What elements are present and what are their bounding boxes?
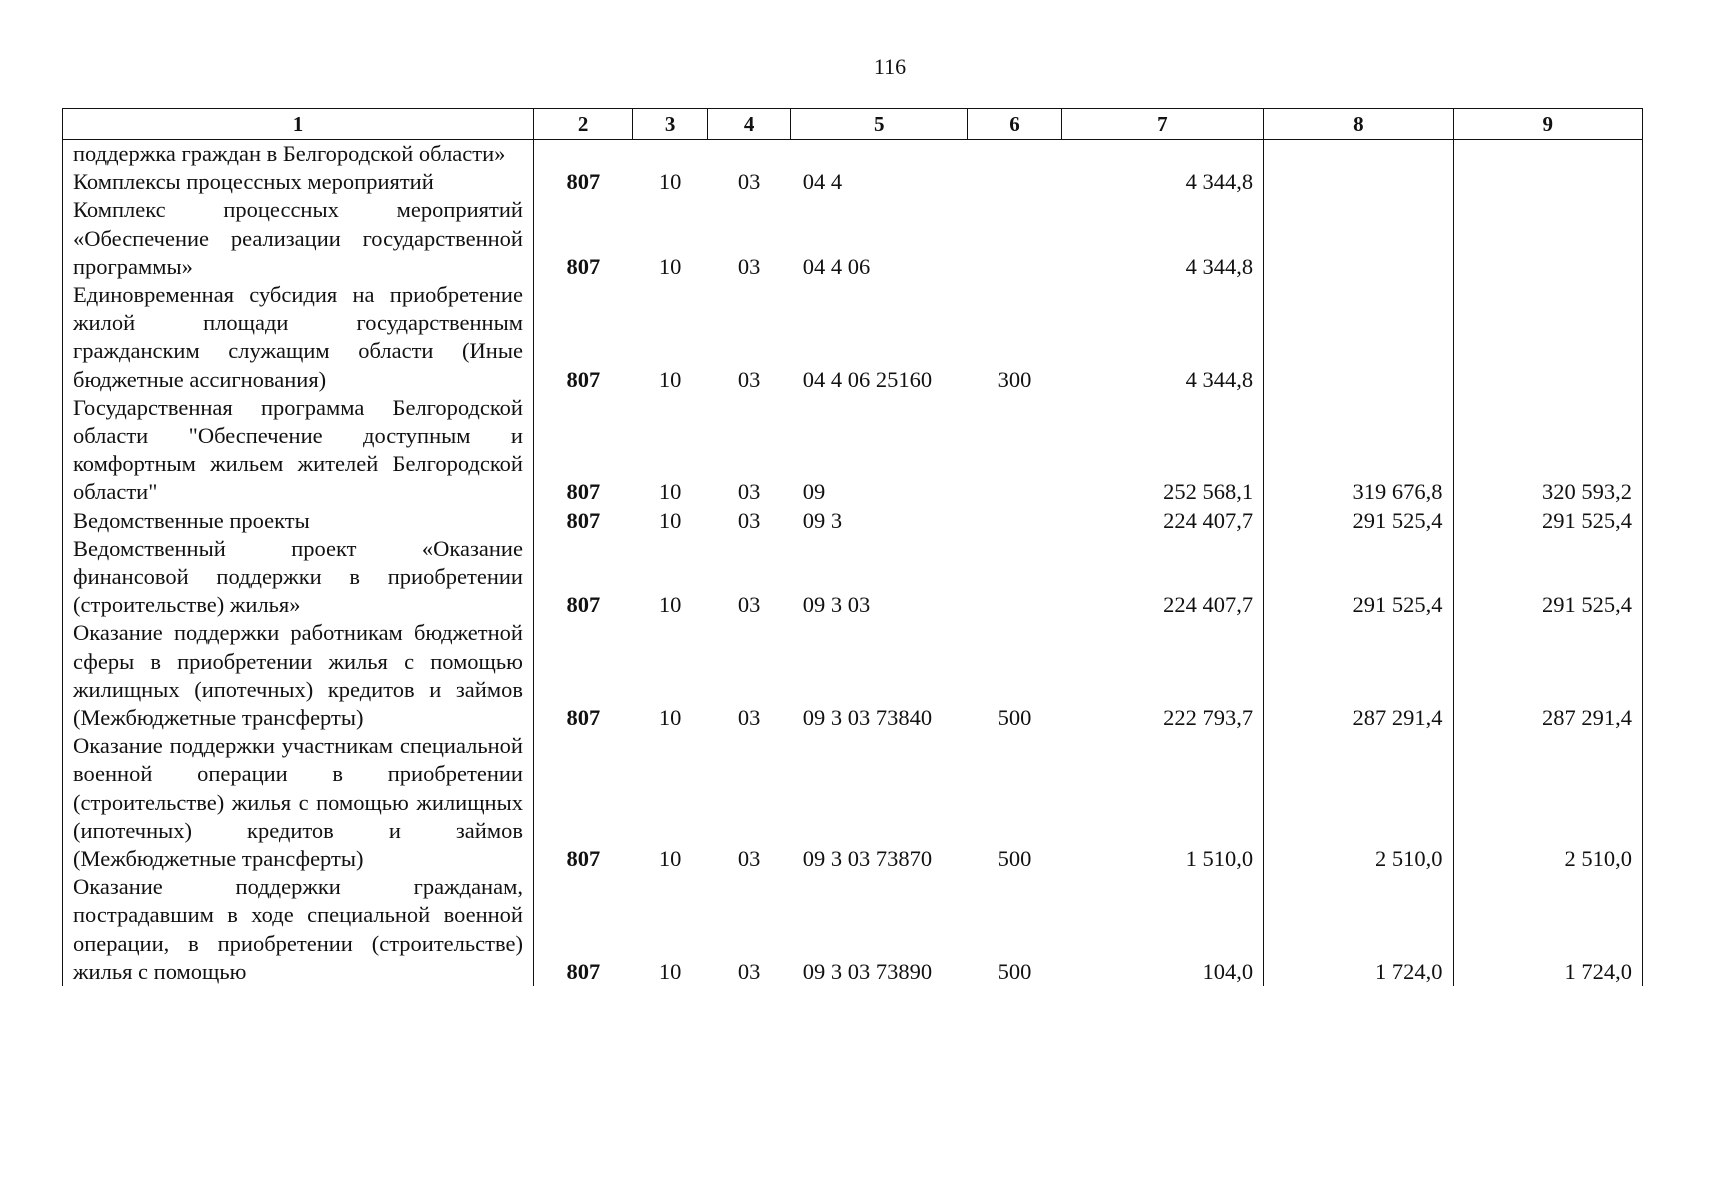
- row-name-cell: Государственная программа Белгородской области "Обеспечение доступным и комфортным жильем жителей Белгородской области": [63, 394, 534, 507]
- section-code-cell: 10: [658, 705, 682, 731]
- table-row: [63, 281, 1643, 394]
- amount-year1-cell: 104,0: [1061, 873, 1264, 986]
- amount-year3-cell: [1453, 281, 1642, 394]
- target-article-cell: 09 3 03 73870: [802, 846, 933, 872]
- amount-year3-cell: 291 525,4: [1453, 535, 1642, 620]
- table-body: [63, 140, 1643, 987]
- column-number-header-row: [63, 109, 1643, 140]
- table-row: [63, 394, 1643, 507]
- table-row: [63, 732, 1643, 873]
- amount-year2-cell: 291 525,4: [1264, 507, 1453, 535]
- column-header: 3: [633, 109, 708, 140]
- column-header: 4: [708, 109, 791, 140]
- column-header: 1: [63, 109, 534, 140]
- amount-year3-cell: 2 510,0: [1453, 732, 1642, 873]
- amount-year2-cell: 319 676,8: [1264, 394, 1453, 507]
- column-header: 9: [1453, 109, 1642, 140]
- grbs-code-cell: 807: [533, 873, 632, 986]
- column-header: 6: [968, 109, 1061, 140]
- target-article-cell: 04 4 06: [802, 253, 871, 279]
- amount-year1-cell: 4 344,8: [1061, 168, 1264, 196]
- amount-year1-cell: [1061, 140, 1264, 169]
- grbs-code-cell: 807: [533, 394, 632, 507]
- amount-year1-cell: 252 568,1: [1061, 394, 1264, 507]
- target-article-cell: 09 3 03 73890: [802, 958, 933, 984]
- grbs-code-cell: 807: [533, 281, 632, 394]
- grbs-code-cell: 807: [533, 619, 632, 732]
- amount-year1-cell: 222 793,7: [1061, 619, 1264, 732]
- amount-year1-cell: 4 344,8: [1061, 196, 1264, 281]
- expense-type-cell: [968, 535, 1061, 620]
- expense-type-cell: [968, 168, 1061, 196]
- amount-year3-cell: [1453, 196, 1642, 281]
- grbs-code-cell: [533, 140, 632, 169]
- section-code-cell: 10: [658, 253, 682, 279]
- column-header: 7: [1061, 109, 1264, 140]
- target-article-cell: 04 4: [802, 169, 843, 195]
- table-row: [63, 535, 1643, 620]
- target-article-cell: [791, 140, 968, 169]
- amount-year2-cell: 1 724,0: [1264, 873, 1453, 986]
- amount-year2-cell: 287 291,4: [1264, 619, 1453, 732]
- section-code-cell: 10: [658, 958, 682, 984]
- subsection-code-cell: 03: [737, 169, 761, 195]
- budget-table-container: [62, 108, 1643, 1108]
- grbs-code-cell: 807: [533, 196, 632, 281]
- amount-year2-cell: [1264, 140, 1453, 169]
- section-code-cell: 10: [658, 592, 682, 618]
- section-code-cell: 10: [658, 507, 682, 533]
- subsection-code-cell: 03: [737, 958, 761, 984]
- table-row: [63, 873, 1643, 986]
- subsection-code-cell: 03: [737, 366, 761, 392]
- target-article-cell: 09 3 03 73840: [802, 705, 933, 731]
- amount-year1-cell: 224 407,7: [1061, 507, 1264, 535]
- target-article-cell: 09 3 03: [802, 592, 871, 618]
- row-name-cell: Оказание поддержки гражданам, пострадавшим в ходе специальной военной операции, в приобретении (строительстве) жилья с помощью: [63, 873, 534, 986]
- expense-type-cell: [968, 507, 1061, 535]
- amount-year1-cell: 1 510,0: [1061, 732, 1264, 873]
- expense-type-cell: 500: [997, 705, 1032, 731]
- row-name-cell: Комплекс процессных мероприятий «Обеспечение реализации государственной программы»: [63, 196, 534, 281]
- expense-type-cell: 500: [997, 958, 1032, 984]
- row-name-cell: Ведомственный проект «Оказание финансовой поддержки в приобретении (строительстве) жилья»: [63, 535, 534, 620]
- subsection-code-cell: 03: [737, 592, 761, 618]
- amount-year2-cell: 2 510,0: [1264, 732, 1453, 873]
- section-code-cell: 10: [658, 169, 682, 195]
- subsection-code-cell: 03: [737, 253, 761, 279]
- page-number: 116: [873, 54, 907, 79]
- section-code-cell: 10: [658, 846, 682, 872]
- subsection-code-cell: 03: [737, 479, 761, 505]
- amount-year3-cell: 291 525,4: [1453, 507, 1642, 535]
- expense-type-cell: [968, 394, 1061, 507]
- column-header: 8: [1264, 109, 1453, 140]
- subsection-code-cell: 03: [737, 507, 761, 533]
- amount-year2-cell: [1264, 168, 1453, 196]
- target-article-cell: 09: [802, 479, 826, 505]
- row-name-cell: Комплексы процессных мероприятий: [63, 168, 534, 196]
- column-header: 2: [533, 109, 632, 140]
- subsection-code-cell: 03: [737, 846, 761, 872]
- subsection-code-cell: [708, 140, 791, 169]
- amount-year2-cell: [1264, 196, 1453, 281]
- table-row: [63, 168, 1643, 196]
- row-name-cell: поддержка граждан в Белгородской области»: [63, 140, 534, 169]
- amount-year2-cell: 291 525,4: [1264, 535, 1453, 620]
- row-name-cell: Оказание поддержки участникам специальной военной операции в приобретении (строительстве) жилья с помощью жилищных (ипотечных) кредитов и займов (Межбюджетные трансферты): [63, 732, 534, 873]
- amount-year1-cell: 224 407,7: [1061, 535, 1264, 620]
- table-row: [63, 619, 1643, 732]
- grbs-code-cell: 807: [533, 535, 632, 620]
- amount-year1-cell: 4 344,8: [1061, 281, 1264, 394]
- amount-year3-cell: 287 291,4: [1453, 619, 1642, 732]
- expense-type-cell: [968, 140, 1061, 169]
- budget-table: [62, 108, 1643, 986]
- section-code-cell: [633, 140, 708, 169]
- amount-year3-cell: 1 724,0: [1453, 873, 1642, 986]
- row-name-cell: Оказание поддержки работникам бюджетной сферы в приобретении жилья с помощью жилищных (ипотечных) кредитов и займов (Межбюджетные трансферты): [63, 619, 534, 732]
- grbs-code-cell: 807: [533, 732, 632, 873]
- expense-type-cell: 300: [997, 366, 1032, 392]
- expense-type-cell: 500: [997, 846, 1032, 872]
- column-header: 5: [791, 109, 968, 140]
- table-row: [63, 140, 1643, 169]
- amount-year3-cell: [1453, 140, 1642, 169]
- row-name-cell: Ведомственные проекты: [63, 507, 534, 535]
- section-code-cell: 10: [658, 366, 682, 392]
- amount-year3-cell: 320 593,2: [1453, 394, 1642, 507]
- amount-year2-cell: [1264, 281, 1453, 394]
- target-article-cell: 09 3: [802, 507, 843, 533]
- section-code-cell: 10: [658, 479, 682, 505]
- grbs-code-cell: 807: [533, 168, 632, 196]
- row-name-cell: Единовременная субсидия на приобретение жилой площади государственным гражданским служащим области (Иные бюджетные ассигнования): [63, 281, 534, 394]
- table-row: [63, 507, 1643, 535]
- table-row: [63, 196, 1643, 281]
- expense-type-cell: [968, 196, 1061, 281]
- target-article-cell: 04 4 06 25160: [802, 366, 933, 392]
- subsection-code-cell: 03: [737, 705, 761, 731]
- amount-year3-cell: [1453, 168, 1642, 196]
- grbs-code-cell: 807: [533, 507, 632, 535]
